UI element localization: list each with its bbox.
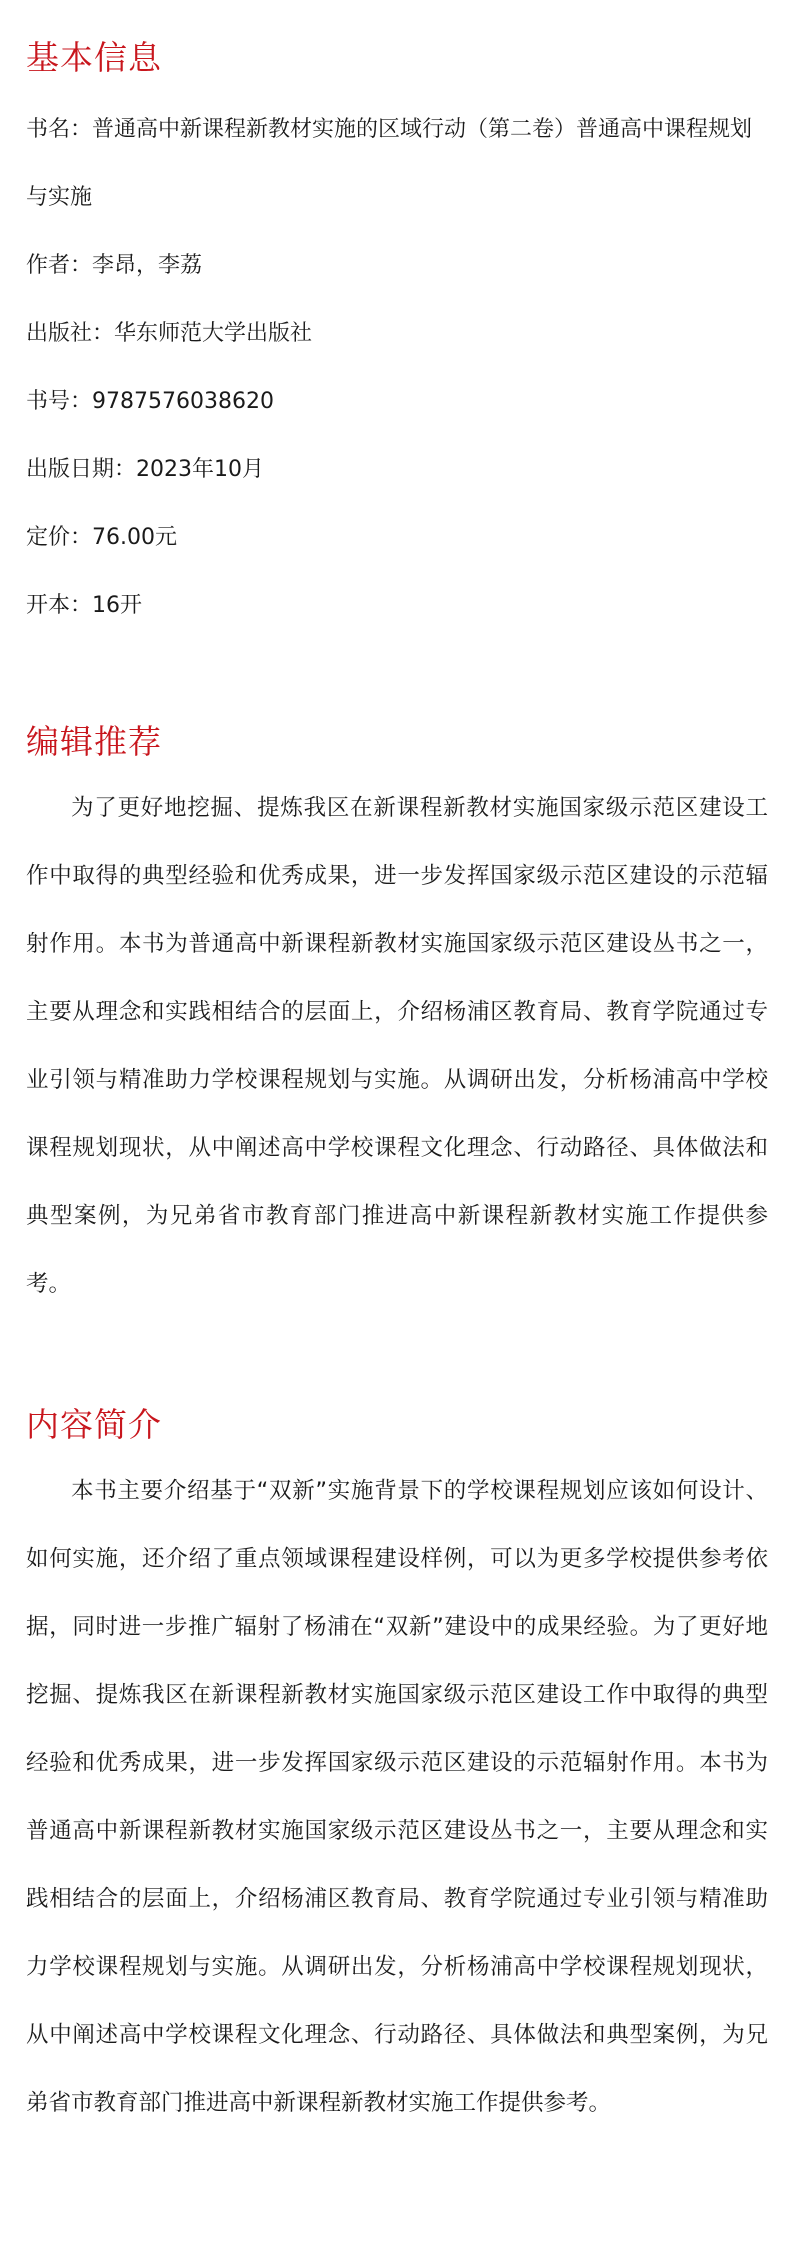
editor-recommend-heading: 编辑推荐: [26, 722, 162, 761]
pub-date-line: 出版日期：2023年10月: [26, 457, 264, 482]
format-line: 开本：16开: [26, 593, 142, 618]
publisher-line: 出版社：华东师范大学出版社: [26, 321, 313, 346]
editor-recommend-paragraph: 为了更好地挖掘、提炼我区在新课程新教材实施国家级示范区建设工作中取得的典型经验和优秀成果，进一步发挥国家级示范区建设的示范辐射作用。本书为普通高中新课程新教材实施国家级示范区建设丛书之一，主要从理念和实践相结合的层面上，介绍杨浦区教育局、教育学院通过专业引领与精准助力学校课程规划与实施。从调研出发，分析杨浦高中学校课程规划现状，从中阐述高中学校课程文化理念、行动路径、具体做法和典型案例，为兄弟省市教育部门推进高中新课程新教材实施工作提供参考。: [26, 795, 768, 1297]
content-intro-heading: 内容简介: [26, 1405, 162, 1444]
price-line: 定价：76.00元: [26, 525, 177, 550]
author-line: 作者：李昂，李荔: [26, 253, 203, 278]
content-intro-paragraph: 本书主要介绍基于“双新”实施背景下的学校课程规划应该如何设计、如何实施，还介绍了重点领域课程建设样例，可以为更多学校提供参考依据，同时进一步推广辐射了杨浦在“双新”建设中的成果经验。为了更好地挖掘、提炼我区在新课程新教材实施国家级示范区建设工作中取得的典型经验和优秀成果，进一步发挥国家级示范区建设的示范辐射作用。本书为普通高中新课程新教材实施国家级示范区建设丛书之一，主要从理念和实践相结合的层面上，介绍杨浦区教育局、教育学院通过专业引领与精准助力学校课程规划与实施。从调研出发，分析杨浦高中学校课程规划现状，从中阐述高中学校课程文化理念、行动路径、具体做法和典型案例，为兄弟省市教育部门推进高中新课程新教材实施工作提供参考。: [26, 1478, 768, 2116]
basic-info-list: [26, 96, 766, 640]
book-name-line: 书名：普通高中新课程新教材实施的区域行动（第二卷）普通高中课程规划与实施: [26, 117, 753, 210]
basic-info-heading: 基本信息: [26, 38, 162, 77]
isbn-line: 书号：9787576038620: [26, 389, 274, 414]
